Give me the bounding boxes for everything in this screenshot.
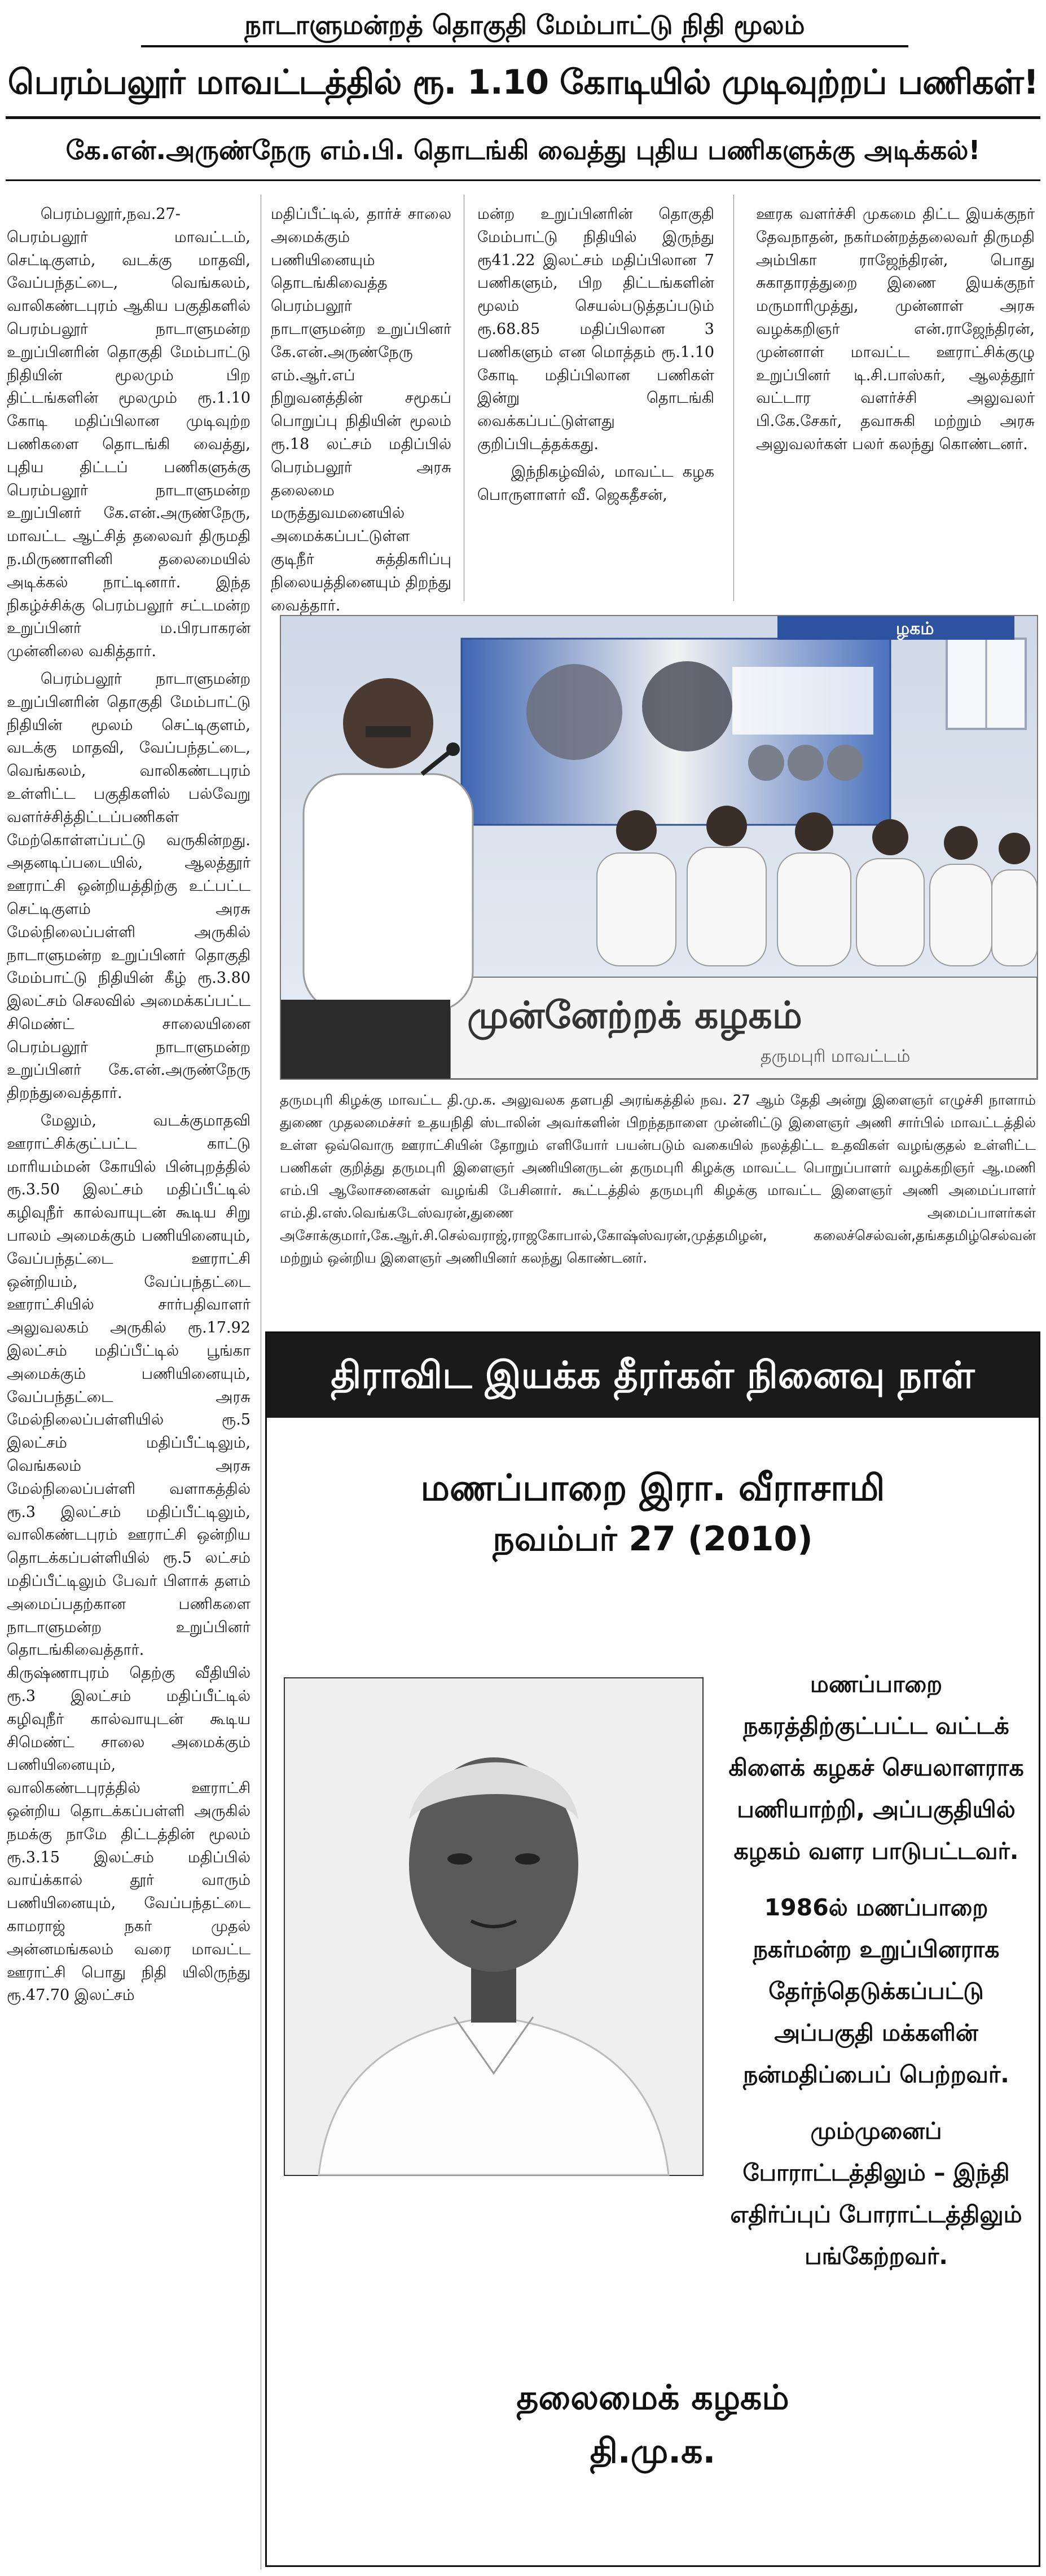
article-column-2 <box>271 203 451 614</box>
speaker-figure <box>304 774 473 1011</box>
article-paragraph: மன்ற உறுப்பினரின் தொகுதி மேம்பாட்டு நிதியில் இருந்து ரூ41.22 இலட்சம் மதிப்பிலான 7 பணிகளும், பிற திட்டங்களின் மூலம் செயல்படுத்தப்படும் ரூ.68.85 மதிப்பிலான 3 பணிகளும் என மொத்தம் ரூ.1.10 கோடி மதிப்பிலான பணிகள் இன்று தொடங்கி வைக்கப்பட்டுள்ளது குறிப்பிடத்தக்கது. <box>477 205 714 453</box>
memorial-signature <box>267 2371 1039 2478</box>
column-rule <box>733 195 734 601</box>
section-kicker: நாடாளுமன்றத் தொகுதி மேம்பாட்டு நிதி மூலம் <box>141 7 908 47</box>
banner-subtext: தருமபுரி மாவட்டம் <box>761 1047 911 1066</box>
memorial-notice <box>265 1331 1040 2567</box>
memorial-portrait <box>284 1677 704 2176</box>
article-column-3 <box>477 203 714 598</box>
banner-text: முன்னேற்றக் கழகம் <box>467 994 802 1037</box>
article-paragraph: மேலும், வடக்குமாதவி ஊராட்சிக்குட்பட்ட காட்டு மாரியம்மன் கோயில் பின்புறத்தில் ரூ.3.50 இலட்சம் மதிப்பீட்டில் கழிவுநீர் கால்வாயுடன் கூடிய சிறு பாலம் அமைக்கும் பணியினையும், வேப்பந்தட்டை ஊராட்சி ஒன்றியம், வேப்பந்தட்டை ஊராட்சியில் சார்பதிவாளர் அலுவலகம் அருகில் ரூ.17.92 இலட்சம் மதிப்பீட்டில் பூங்கா அமைக்கும் பணியினையும், வேப்பந்தட்டை அரசு மேல்நிலைப்பள்ளியில் ரூ.5 இலட்சம் மதிப்பீட்டிலும், வெங்கலம் அரசு மேல்நிலைப்பள்ளி வளாகத்தில் ரூ.3 இலட்சம் மதிப்பீட்டிலும், வாலிகண்டபுரம் ஊராட்சி ஒன்றிய தொடக்கப்பள்ளியில் ரூ.5 லட்சம் மதிப்பீட்டிலும் பேவர் பிளாக் தளம் அமைப்பதற்கான பணிகளை நாடாளுமன்ற உறுப்பினர் தொடங்கிவைத்தார். கிருஷ்ணாபுரம் தெற்கு வீதியில் ரூ.3 இலட்சம் மதிப்பீட்டில் கழிவுநீர் கால்வாயுடன் கூடிய சிமெண்ட் சாலை அமைக்கும் பணியினையும், வாலிகண்டபுரத்தில் ஊராட்சி ஒன்றிய தொடக்கப்பள்ளி அருகில் நமக்கு நாமே திட்டத்தின் மூலம் ரூ.3.15 இலட்சம் மதிப்பில் வாய்க்கால் தூர் வாரும் பணியினையும், வேப்பந்தட்டை காமராஜ் நகர் முதல் அன்னமங்கலம் வரை மாவட்ட ஊராட்சி பொது நிதி யிலிருந்து ரூ.47.70 இலட்சம் <box>7 1112 250 2004</box>
article-paragraph: பெரம்பலூர்,நவ.27- பெரம்பலூர் மாவட்டம், செட்டிகுளம், வடக்கு மாதவி, வேப்பந்தட்டை, வெங்கலம், வாலிகண்டபுரம் ஆகிய பகுதிகளில் பெரம்பலூர் நாடாளுமன்ற உறுப்பினரின் தொகுதி மேம்பாட்டு நிதியின் மூலமும் பிற திட்டங்களின் மூலமும் ரூ.1.10 கோடி மதிப்பிலான முடிவுற்ற பணிகளை தொடங்கி வைத்து, புதிய திட்டப் பணிகளுக்கு பெரம்பலூர் நாடாளுமன்ற உறுப்பினர் கே.என்.அருண்நேரு, மாவட்ட ஆட்சித் தலைவர் திருமதி ந.மிருணாளினி தலைமையில் அடிக்கல் நாட்டினார். இந்த நிகழ்ச்சிக்கு பெரம்பலூர் சட்டமன்ற உறுப்பினர் ம.பிரபாகரன் முன்னிலை வகித்தார். <box>7 205 250 661</box>
signature-line: தலைமைக் கழகம் <box>516 2378 789 2417</box>
headline: பெரம்பலூர் மாவட்டத்தில் ரூ. 1.10 கோடியில் முடிவுற்றப் பணிகள்! <box>7 63 1039 102</box>
article-paragraph: மதிப்பீட்டில், தார்ச் சாலை அமைக்கும் பணியினையும் தொடங்கிவைத்த பெரம்பலூர் நாடாளுமன்ற உறுப்பினர் கே.என்.அருண்நேரு எம்.ஆர்.எப் நிறுவனத்தின் சமூகப் பொறுப்பு நிதியின் மூலம் ரூ.18 லட்சம் மதிப்பில் பெரம்பலூர் அரசு தலைமை மருத்துவமனையில் அமைக்கப்பட்டுள்ள குடிநீர் சுத்திகரிப்பு நிலையத்தினையும் திறந்து வைத்தார். <box>271 205 451 614</box>
article-column-1 <box>7 203 250 2567</box>
memorial-name: மணப்பாறை இரா. வீராசாமி <box>420 1467 885 1509</box>
memorial-paragraph: மும்முனைப் போராட்டத்திலும் – இந்தி எதிர்ப்புப் போராட்டத்திலும் பங்கேற்றவர். <box>730 2117 1022 2270</box>
memorial-description <box>718 1663 1034 2292</box>
photo-caption: தருமபுரி கிழக்கு மாவட்ட தி.மு.க. அலுவலக தளபதி அரங்கத்தில் நவ. 27 ஆம் தேதி அன்று இளைஞர் எழுச்சி நாளாம் துணை முதலமைச்சர் உதயநிதி ஸ்டாலின் அவர்களின் பிறந்தநாளை முன்னிட்டு இளைஞர் அணி சார்பில் மாவட்டத்தில் உள்ள ஒவ்வொரு ஊராட்சியின் தோறும் எளியோர் பயன்படும் வகையில் நலத்திட்ட உதவிகள் வழங்குதல் உள்ளிட்ட பணிகள் குறித்து தருமபுரி இளைஞர் அணியினருடன் தருமபுரி கிழக்கு மாவட்ட பொறுப்பாளர் வழக்கறிஞர் ஆ.மணி எம்.பி ஆலோசனைகள் வழங்கி பேசினார். கூட்டத்தில் தருமபுரி கிழக்கு மாவட்ட இளைஞர் அணி அமைப்பாளர் எம்.தி.எஸ்.வெங்கடேஸ்வரன்,துணை அமைப்பாளர்கள் அசோக்குமார்,கே.ஆர்.சி.செல்வராஜ்,ராஜகோபால்,கோஷ்ஸ்வரன்,முத்தமிழன், கலைச்செல்வன்,தங்கதமிழ்செல்வன் மற்றும் ஒன்றிய இளைஞர் அணியினர் கலந்து கொண்டனர். <box>280 1092 1036 1266</box>
divider <box>6 179 1040 181</box>
article-column-4 <box>756 203 1035 598</box>
memorial-date: நவம்பர் 27 (2010) <box>493 1519 813 1559</box>
signature-line: தி.மு.க. <box>590 2432 716 2471</box>
memorial-paragraph: மணப்பாறை நகரத்திற்குட்பட்ட வட்டக் கிளைக் கழகச் செயலாளராக பணியாற்றி, அப்பகுதியில் கழகம் வளர பாடுபட்டவர். <box>728 1671 1024 1865</box>
divider <box>6 116 1040 119</box>
article-paragraph: இந்நிகழ்வில், மாவட்ட கழக பொருளாளர் வீ. ஜெகதீசன், <box>477 463 714 504</box>
memorial-banner: திராவிட இயக்க தீரர்கள் நினைவு நாள் <box>267 1333 1039 1418</box>
article-paragraph: பெரம்பலூர் நாடாளுமன்ற உறுப்பினரின் தொகுதி மேம்பாட்டு நிதியின் மூலம் செட்டிகுளம், வடக்கு மாதவி, வேப்பந்தட்டை, வெங்கலம், வாலிகண்டபுரம் உள்ளிட்ட பகுதிகளில் பல்வேறு வளர்ச்சித்திட்டப்பணிகள் மேற்கொள்ளப்பட்டு வருகின்றது. அதனடிப்படையில், ஆலத்தூர் ஊராட்சி ஒன்றியத்திற்கு உட்பட்ட செட்டிகுளம் அரசு மேல்நிலைப்பள்ளி அருகில் நாடாளுமன்ற உறுப்பினர் தொகுதி மேம்பாட்டு நிதியின் கீழ் ரூ.3.80 இலட்சம் செலவில் அமைக்கப்பட்ட சிமெண்ட் சாலையினை பெரம்பலூர் நாடாளுமன்ற உறுப்பினர் கே.என்.அருண்நேரு திறந்துவைத்தார். <box>7 670 250 1102</box>
news-photo <box>280 615 1038 1080</box>
article-paragraph: ஊரக வளர்ச்சி முகமை திட்ட இயக்குநர் தேவநாதன், நகர்மன்றத்தலைவர் திருமதி அம்பிகா ராஜேந்திரன், பொது சுகாதாரத்துறை இணை இயக்குநர் மருமாரிமுத்து, முன்னாள் அரசு வழக்கறிஞர் என்.ராஜேந்திரன், முன்னாள் மாவட்ட ஊராட்சிக்குழு உறுப்பினர் டி.சி.பாஸ்கர், ஆலத்தூர் வட்டார வளர்ச்சி அலுவலர் பி.கே.சேகர், தவாசுகி மற்றும் அரசு அலுவலர்கள் பலர் கலந்து கொண்டனர். <box>756 205 1035 453</box>
banner-top-text: ழகம் <box>896 619 934 639</box>
subheadline: கே.என்.அருண்நேரு எம்.பி. தொடங்கி வைத்து புதிய பணிகளுக்கு அடிக்கல்! <box>65 135 981 165</box>
memorial-paragraph: 1986ல் மணப்பாறை நகர்மன்ற உறுப்பினராக தேர்ந்தெடுக்கப்பட்டு அப்பகுதி மக்களின் நன்மதிப்பைப் பெற்றவர். <box>743 1894 1009 2088</box>
